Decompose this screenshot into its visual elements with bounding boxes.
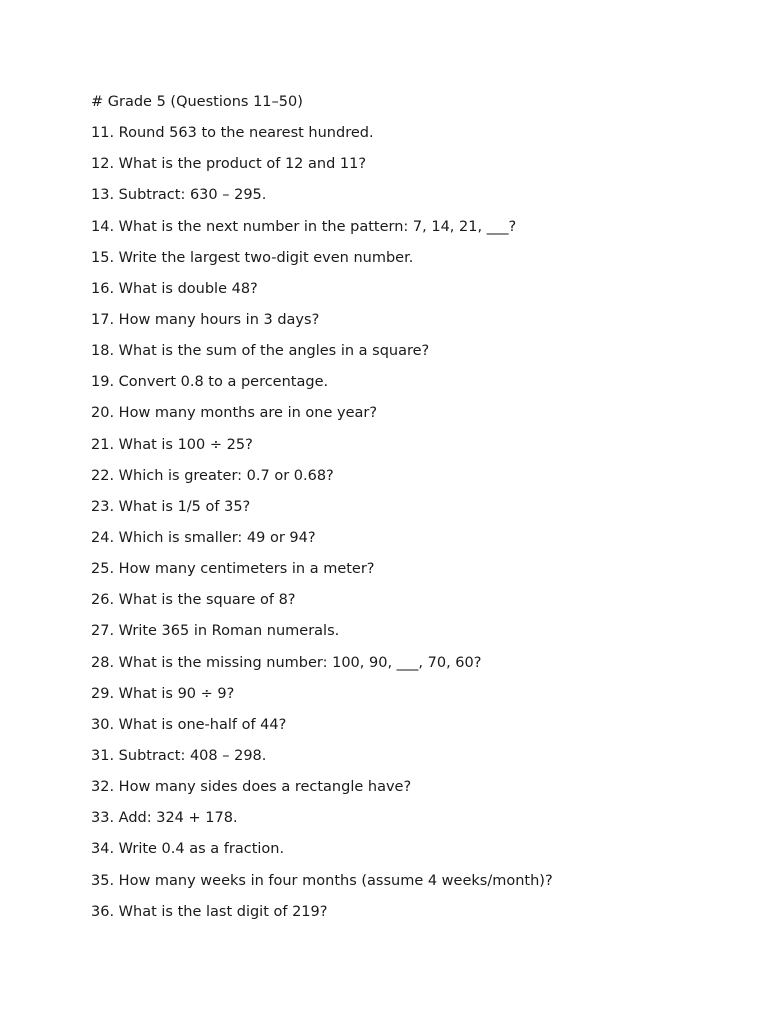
question-item: 13. Subtract: 630 – 295. (91, 187, 267, 204)
question-item: 24. Which is smaller: 49 or 94? (91, 529, 316, 546)
question-item: 17. How many hours in 3 days? (91, 311, 320, 328)
question-item: 11. Round 563 to the nearest hundred. (91, 125, 374, 142)
question-item: 26. What is the square of 8? (91, 592, 296, 609)
question-item: 14. What is the next number in the pattern: 7, 14, 21, ___? (91, 218, 517, 235)
question-item: 30. What is one-half of 44? (91, 716, 287, 733)
question-item: 15. Write the largest two-digit even number. (91, 249, 414, 266)
question-item: 23. What is 1/5 of 35? (91, 498, 251, 515)
question-item: 33. Add: 324 + 178. (91, 810, 238, 827)
question-item: 34. Write 0.4 as a fraction. (91, 841, 285, 858)
question-item: 25. How many centimeters in a meter? (91, 561, 375, 578)
question-item: 18. What is the sum of the angles in a square? (91, 343, 430, 360)
question-item: 22. Which is greater: 0.7 or 0.68? (91, 467, 334, 484)
question-item: 29. What is 90 ÷ 9? (91, 685, 235, 702)
question-item: 27. Write 365 in Roman numerals. (91, 623, 340, 640)
question-item: 16. What is double 48? (91, 280, 258, 297)
question-item: 35. How many weeks in four months (assume 4 weeks/month)? (91, 872, 553, 889)
question-item: 32. How many sides does a rectangle have? (91, 779, 412, 796)
document-heading: # Grade 5 (Questions 11–50) (91, 94, 303, 110)
document-body (91, 91, 731, 932)
question-item: 20. How many months are in one year? (91, 405, 378, 422)
question-item: 19. Convert 0.8 to a percentage. (91, 374, 329, 391)
question-item: 21. What is 100 ÷ 25? (91, 436, 253, 453)
question-item: 28. What is the missing number: 100, 90, ___, 70, 60? (91, 654, 482, 671)
question-item: 12. What is the product of 12 and 11? (91, 156, 367, 173)
question-item: 31. Subtract: 408 – 298. (91, 747, 267, 764)
question-item: 36. What is the last digit of 219? (91, 903, 328, 920)
